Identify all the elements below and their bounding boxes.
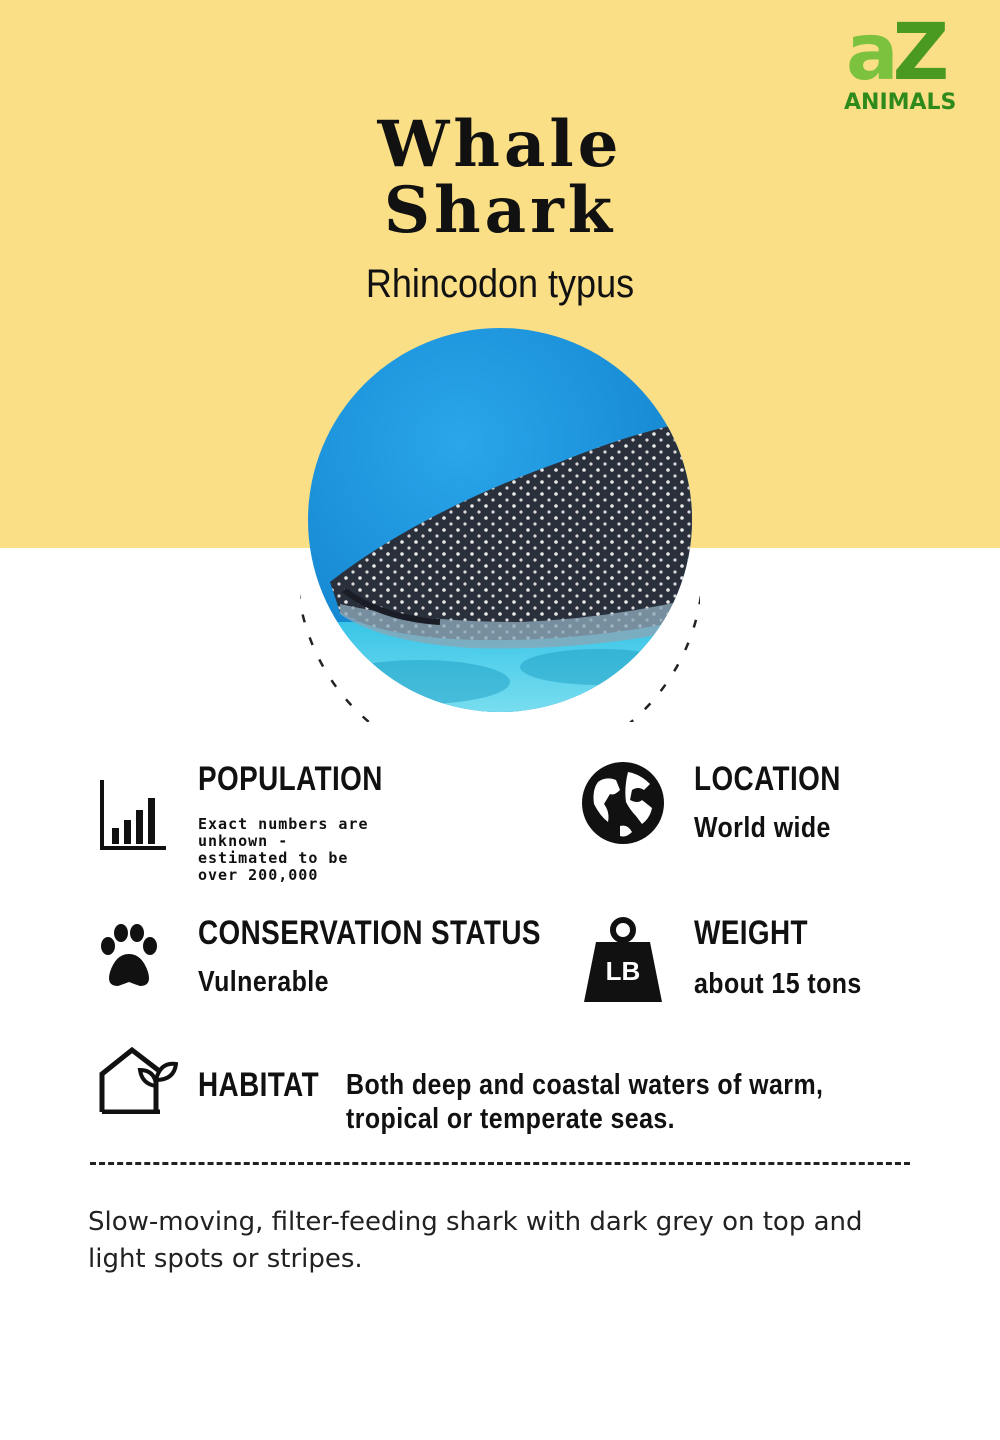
logo-mark-z: Z xyxy=(892,8,944,98)
habitat-label: HABITAT xyxy=(198,1066,320,1104)
habitat-value-line-2: tropical or temperate seas. xyxy=(346,1103,676,1135)
paw-icon xyxy=(94,922,164,992)
house-plant-icon xyxy=(98,1046,178,1114)
weight-label: WEIGHT xyxy=(694,914,808,952)
page-title xyxy=(0,107,1000,248)
section-divider xyxy=(90,1162,910,1165)
conservation-status-value: Vulnerable xyxy=(198,966,329,998)
population-value-line-4: over 200,000 xyxy=(198,866,319,884)
logo-mark-a: a xyxy=(846,8,893,98)
habitat-value-line-1: Both deep and coastal waters of warm, xyxy=(346,1069,824,1101)
habitat-value xyxy=(346,1068,862,1136)
weight-icon-text: LB xyxy=(605,956,641,986)
population-value xyxy=(198,816,398,884)
title-line-2: Shark xyxy=(383,173,617,248)
bar-chart-icon xyxy=(98,778,168,852)
description-line-1: Slow-moving, filter-feeding shark with dark grey on top and xyxy=(88,1207,863,1237)
location-value: World wide xyxy=(694,812,831,844)
logo-text: ANIMALS xyxy=(844,90,957,115)
description-line-2: light spots or stripes. xyxy=(88,1244,363,1274)
conservation-status-label: CONSERVATION STATUS xyxy=(198,914,541,952)
globe-icon xyxy=(580,760,666,846)
location-label: LOCATION xyxy=(694,760,841,798)
population-value-line-1: Exact numbers are xyxy=(198,815,369,833)
scientific-name: Rhincodon typus xyxy=(365,262,635,306)
description xyxy=(88,1204,938,1278)
weight-icon xyxy=(582,916,664,1004)
az-animals-logo xyxy=(840,8,970,122)
whale-shark-photo xyxy=(300,322,700,722)
population-label: POPULATION xyxy=(198,760,383,798)
population-value-line-2: unknown - xyxy=(198,832,289,850)
population-value-line-3: estimated to be xyxy=(198,849,349,867)
title-line-1: Whale xyxy=(377,107,623,182)
weight-value: about 15 tons xyxy=(694,968,862,1000)
